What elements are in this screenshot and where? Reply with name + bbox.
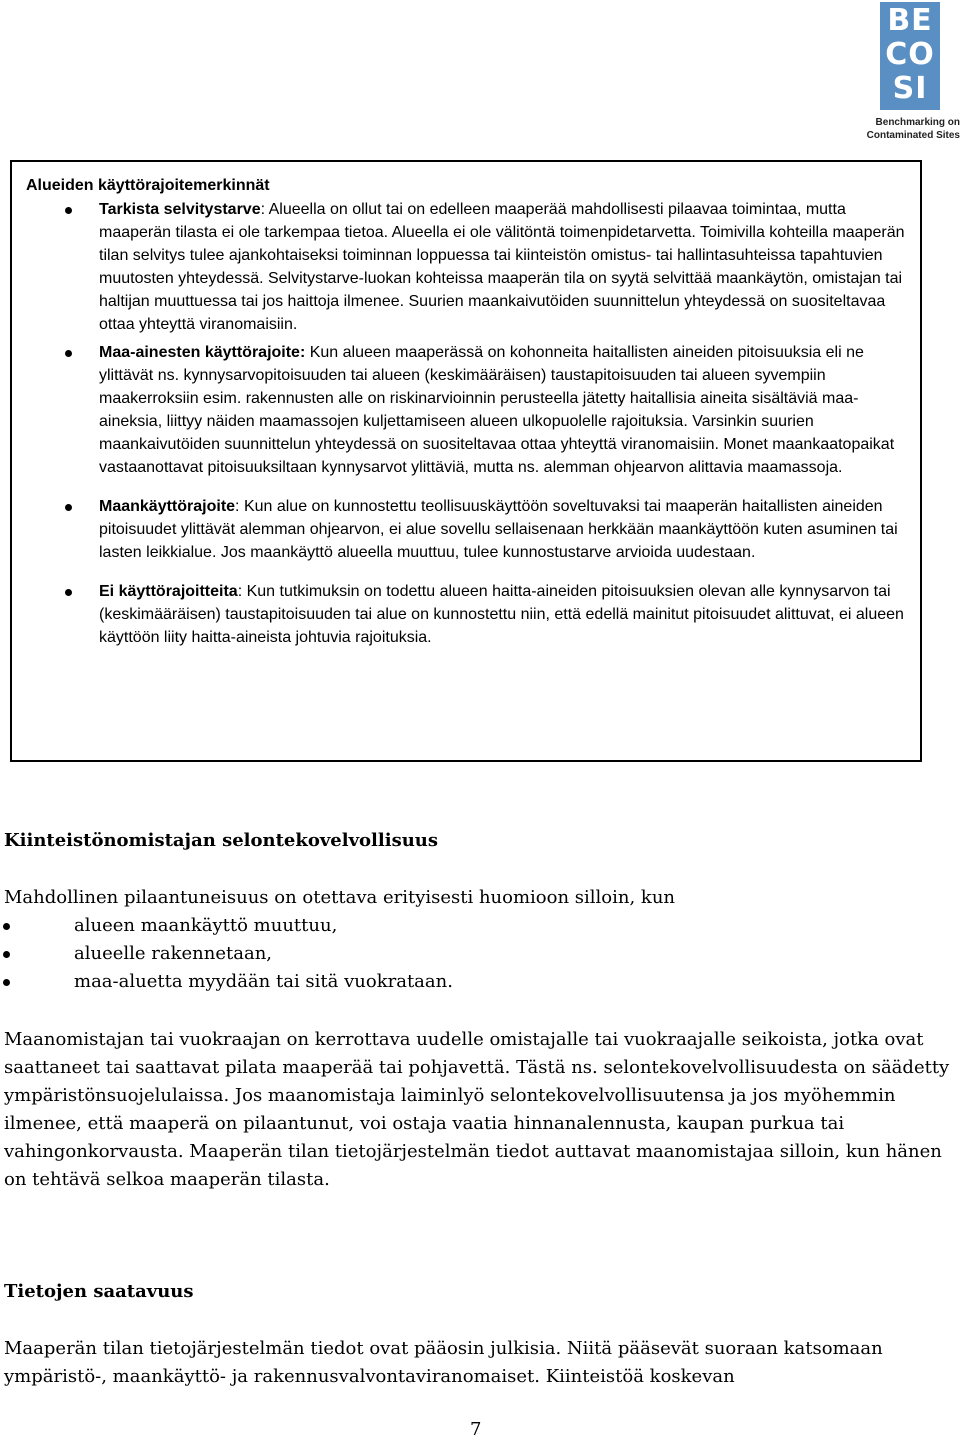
item-term: Ei käyttörajoitteita (99, 583, 238, 600)
logo-mark (880, 2, 940, 110)
list-item-text: alueelle rakennetaan, (74, 943, 273, 964)
restrictions-list (12, 198, 912, 649)
item-term: Tarkista selvitystarve (99, 201, 261, 218)
page-number: 7 (470, 1419, 482, 1440)
item-term: Maankäyttörajoite (99, 498, 236, 515)
list-item (0, 912, 453, 940)
bullet-icon (3, 923, 10, 930)
list-item (12, 580, 912, 649)
list-item (12, 198, 912, 336)
list-item-text: maa-aluetta myydään tai sitä vuokrataan. (74, 971, 453, 992)
section-heading-availability: Tietojen saatavuus (4, 1281, 194, 1302)
box-title: Alueiden käyttörajoitemerkinnät (26, 177, 270, 194)
logo-line-2: CO (885, 37, 935, 72)
item-text: : Kun tutkimuksin on todettu alueen haitta-aineiden pitoisuuksien olevan alle kynnysarvon tai (keskimääräisen) taustapitoisuuden tai alue on kunnostettu niin, että edellä mainitut pitoisuudet alittuvat, ei alueen käyttöön liity haitta-aineista johtuvia rajoituksia. (99, 583, 904, 646)
bullet-icon (65, 350, 72, 357)
list-item-text: alueen maankäyttö muuttuu, (74, 915, 338, 936)
list-item (0, 940, 453, 968)
list-item (12, 341, 912, 479)
usage-restrictions-box (10, 160, 922, 762)
item-term: Maa-ainesten käyttörajoite: (99, 344, 306, 361)
logo-subtitle-line-2: Contaminated Sites (866, 130, 960, 141)
item-text: : Kun alue on kunnostettu teollisuuskäyttöön soveltuvaksi tai maaperän haitallisten aineiden pitoisuudet ylittävät alemman ohjearvon, ei alue sovellu sellaisenaan herkkään maankäyttöön kuten asuminen tai lasten leikkialue. Jos maankäyttö alueella muuttuu, tulee kunnostustarve arvioida uudestaan. (99, 498, 898, 561)
item-text: Kun alueen maaperässä on kohonneita haitallisten aineiden pitoisuuksia eli ne ylittävät ns. kynnysarvopitoisuuden tai alueen (keskimääräisen) taustapitoisuuden tai alueen syvempiin maakerroksiin esim. rakennusten alle on riskinarvioinnin perusteella jätetty haitallisia aineita sisältäviä maa-aineksia, liittyy näiden maamassojen kuljettamiseen alueen ulkopuolelle rajoituksia. Varsinkin suurien maankaivutöiden suunnittelun yhteydessä on suositeltavaa ottaa yhteyttä viranomaisiin. Monet maankaatopaikat vastaanottavat pitoisuuksiltaan kynnysarvot ylittäviä, mutta ns. alemman ohjearvon alittavia maamassoja. (99, 344, 895, 476)
list-item (0, 968, 453, 996)
bullet-icon (65, 504, 72, 511)
section-intro: Mahdollinen pilaantuneisuus on otettava erityisesti huomioon silloin, kun (4, 887, 676, 908)
bullet-icon (65, 207, 72, 214)
logo-subtitle (858, 116, 960, 142)
bullet-icon (3, 979, 10, 986)
logo-subtitle-line-1: Benchmarking on (875, 117, 960, 128)
availability-paragraph: Maaperän tilan tietojärjestelmän tiedot ovat pääosin julkisia. Niitä pääsevät suoraan katsomaan ympäristö-, maankäyttö- ja rakennusvalvontaviranomaiset. Kiinteistöä koskevan (4, 1338, 883, 1387)
condition-list (0, 912, 453, 996)
list-item (12, 495, 912, 564)
becosi-logo (858, 2, 960, 148)
bullet-icon (3, 951, 10, 958)
logo-line-3: SI (892, 71, 928, 106)
section-heading-disclosure: Kiinteistönomistajan selontekovelvollisuus (4, 830, 439, 851)
item-text: : Alueella on ollut tai on edelleen maaperää mahdollisesti pilaavaa toimintaa, mutta maaperän tilasta ei ole tarkempaa tietoa. Alueella ei ole välitöntä toimenpidetarvetta. Toimivilla kohteilla maaperän tilan selvitys tulee ajankohtaiseksi toiminnan loppuessa tai kiinteistön omistus- tai hallintasuhteissa tapahtuvien muutosten yhteydessä. Selvitystarve-luokan kohteissa maaperän tila on syytä selvittää maankäytön, omistajan tai haltijan muuttuessa tai jos haittoja ilmenee. Suurien maankaivutöiden suunnittelun yhteydessä on suositeltavaa ottaa yhteyttä viranomaisiin. (99, 201, 905, 333)
logo-line-1: BE (887, 3, 933, 38)
disclosure-paragraph: Maanomistajan tai vuokraajan on kerrottava uudelle omistajalle tai vuokraajalle seikoista, jotka ovat saattaneet tai saattavat pilata maaperää tai pohjavettä. Tästä ns. selontekovelvollisuudesta on säädetty ympäristönsuojelulaissa. Jos maanomistaja laiminlyö selontekovelvollisuutensa ja jos myöhemmin ilmenee, että maaperä on pilaantunut, voi ostaja vaatia hinnanalennusta, kaupan purkua tai vahingonkorvausta. Maaperän tilan tietojärjestelmän tiedot auttavat maanomistajaa silloin, kun hänen on tehtävä selkoa maaperän tilasta. (4, 1029, 950, 1190)
bullet-icon (65, 589, 72, 596)
